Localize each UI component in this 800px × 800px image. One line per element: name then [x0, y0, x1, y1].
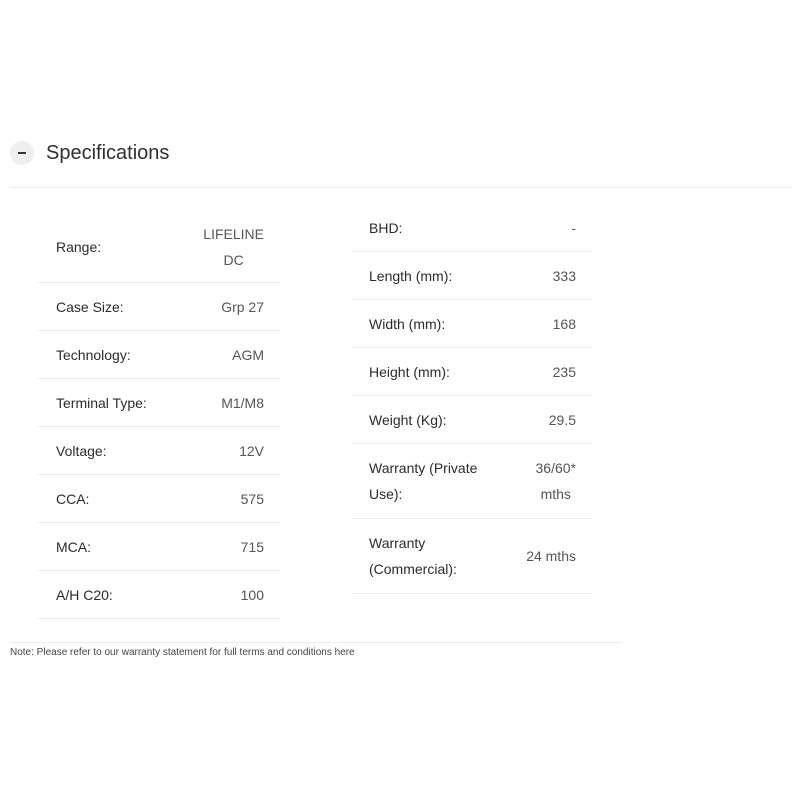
spec-label: Terminal Type: — [56, 394, 147, 411]
spec-row — [38, 427, 280, 475]
spec-value — [203, 221, 264, 273]
spec-value — [553, 311, 576, 337]
spec-value — [571, 215, 576, 241]
spec-value — [221, 390, 264, 416]
spec-value-line: 235 — [552, 363, 576, 380]
minus-icon — [18, 152, 26, 154]
spec-value-line: 333 — [552, 267, 576, 284]
spec-value — [549, 407, 576, 433]
spec-row — [38, 475, 280, 523]
spec-row — [352, 396, 592, 444]
spec-value-line: 24 mths — [526, 548, 576, 564]
spec-row — [352, 252, 592, 300]
spec-row — [352, 444, 592, 519]
spec-value-line: 168 — [552, 315, 576, 332]
spec-label: Voltage: — [56, 442, 107, 459]
spec-value — [221, 294, 264, 320]
spec-value-line: LIFELINE — [203, 225, 264, 242]
specifications-header[interactable] — [10, 138, 792, 188]
spec-value — [553, 263, 576, 289]
spec-value — [553, 359, 576, 385]
section-title: Specifications — [46, 142, 170, 164]
spec-value-line: AGM — [232, 346, 264, 363]
spec-label: Length (mm): — [369, 267, 453, 284]
spec-label: Technology: — [56, 346, 131, 363]
spec-row — [38, 211, 280, 283]
warranty-note: Note: Please refer to our warranty statement for full terms and conditions here — [10, 642, 622, 660]
spec-row — [38, 523, 280, 571]
spec-value-line: 36/60* — [535, 460, 576, 476]
spec-value — [526, 543, 576, 569]
spec-value-line: 100 — [240, 586, 264, 603]
spec-label: Case Size: — [56, 298, 124, 315]
spec-value — [241, 534, 264, 560]
spec-value-line: Grp 27 — [221, 298, 264, 315]
spec-row — [352, 519, 592, 594]
left-spec-table — [38, 211, 280, 619]
spec-value-line: 12V — [239, 442, 264, 459]
spec-value — [536, 455, 576, 507]
spec-label: Height (mm): — [369, 363, 450, 380]
spec-value-line: 29.5 — [548, 411, 576, 428]
spec-value-line: M1/M8 — [221, 394, 264, 411]
spec-label: Width (mm): — [369, 315, 446, 332]
spec-value — [241, 486, 264, 512]
spec-label: A/H C20: — [56, 586, 113, 603]
spec-label: Weight (Kg): — [369, 411, 447, 428]
spec-row — [38, 571, 280, 619]
spec-value — [232, 342, 264, 368]
spec-row — [352, 205, 592, 252]
spec-label: Warranty (Commercial): — [369, 535, 457, 577]
spec-label: Warranty (Private Use): — [369, 460, 478, 502]
spec-label: BHD: — [369, 220, 403, 236]
spec-value-line: 575 — [240, 490, 264, 507]
spec-row — [352, 348, 592, 396]
spec-row — [38, 379, 280, 427]
spec-value-line: DC — [223, 251, 244, 268]
spec-value-line: - — [571, 220, 576, 236]
spec-value-line: 715 — [240, 538, 264, 555]
spec-row — [38, 331, 280, 379]
spec-value-line: mths — [540, 486, 571, 502]
spec-value — [239, 438, 264, 464]
spec-row — [352, 300, 592, 348]
collapse-toggle-button[interactable] — [10, 141, 34, 165]
spec-value — [241, 582, 264, 608]
spec-label: Range: — [56, 238, 102, 255]
right-spec-table — [352, 205, 592, 594]
spec-row — [38, 283, 280, 331]
spec-label: CCA: — [56, 490, 90, 507]
spec-label: MCA: — [56, 538, 91, 555]
